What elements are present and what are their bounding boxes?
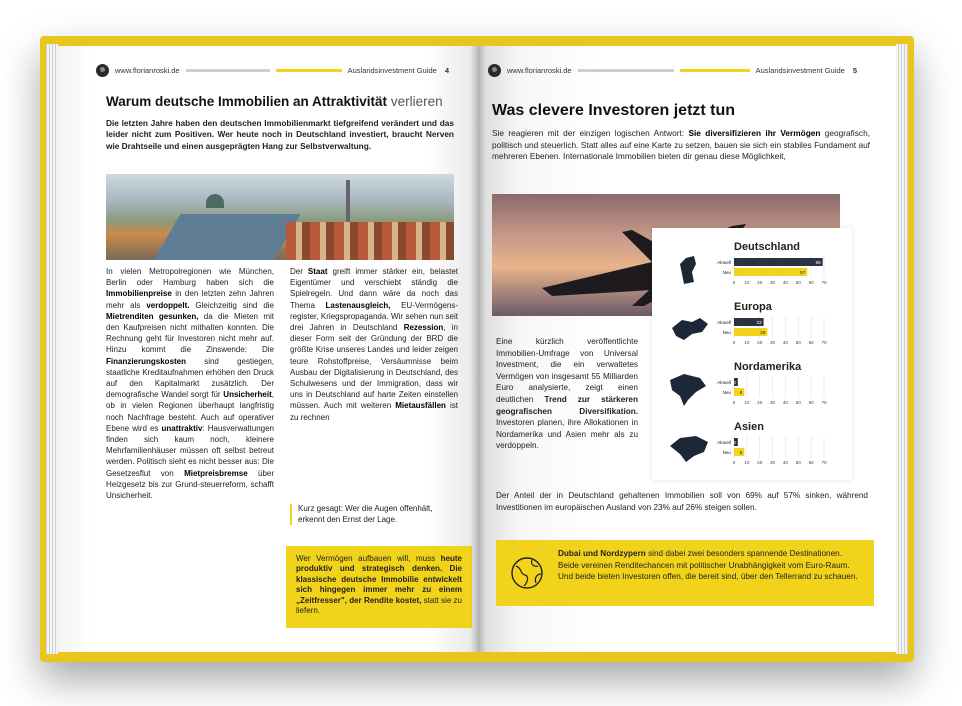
body-column-2 — [290, 266, 458, 423]
chart-data-label: 57 — [800, 270, 806, 275]
guide-title: Auslandsinvestment Guide — [347, 65, 437, 75]
allocation-chart — [652, 228, 852, 480]
chart-tick-label: 60 — [808, 400, 814, 405]
chart-tick-label: 10 — [744, 400, 750, 405]
header-divider — [186, 69, 270, 72]
text-run: , ob in vielen Regionen überhaupt langfristig noch Nachfrage besteht. Auch auf operativer Ebene wird es — [106, 390, 274, 433]
chart-region-label: Nordamerika — [734, 361, 802, 373]
bold-run: Immobilienpreise — [106, 289, 172, 299]
chart-data-label: 8 — [739, 390, 743, 395]
chart-data-label: 69 — [815, 260, 821, 265]
title-main: Warum deutsche Immobilien an Attraktivität — [106, 94, 388, 109]
text-run: Gleichzeitig sind die — [189, 300, 274, 310]
chart-tick-label: 70 — [821, 340, 827, 345]
chart-tick-label: 40 — [782, 400, 788, 405]
bold-run: Finanzierungskosten — [106, 356, 187, 366]
chart-row-label: Neu — [722, 450, 731, 455]
guide-title: Auslandsinvestment Guide — [755, 65, 845, 75]
chart-region-label: Europa — [734, 301, 772, 313]
page-header — [96, 62, 468, 78]
chart-row-label: Neu — [722, 270, 731, 275]
chart-row-label: Neu — [722, 330, 731, 335]
page-left — [58, 46, 478, 652]
chart-tick-label: 50 — [795, 280, 801, 285]
text-run: sind dabei zwei besonders spannende Destinationen. Beide vereinen Renditechancen mit politischer Unabhängigkeit vom Euro-Raum. Und beide bieten Investoren offen, die bereit sind, über den Tellerrand zu schauen. — [558, 549, 858, 582]
text-run: Sie reagieren mit der einzigen logischen Antwort: — [492, 128, 689, 138]
chart-tick-label: 60 — [808, 460, 814, 465]
chart-row-label: Aktuell — [717, 320, 731, 325]
bold-run: Mietausfällen — [395, 401, 446, 411]
callout-box — [496, 540, 874, 606]
bold-run: Sie diversifizieren ihr Vermögen — [688, 128, 821, 138]
text-run: Investoren planen, ihre Allokationen in Nordamerika und Asien mehr als zu verdoppeln. — [496, 418, 638, 451]
text-run: greift immer stärker ein, belastet Eigentümer und verschiebt ständig die Spielregeln. Und dann wäre da noch das Thema — [290, 267, 458, 310]
page-stack-right — [896, 44, 908, 654]
text-run: da die Mieten mit den Kaufpreisen nicht mithalten konnten. Die Rechnung geht für Investoren nicht mehr auf. Hinzu kommt die Zinswende: Die — [106, 311, 274, 355]
chart-region-label: Deutschland — [734, 241, 801, 253]
chart-tick-label: 60 — [808, 280, 814, 285]
chart-tick-label: 0 — [732, 280, 736, 285]
pull-quote: Kurz gesagt: Wer die Augen offenhält, erkennt den Ernst der Lage. — [290, 504, 458, 525]
chart-tick-label: 30 — [770, 400, 776, 405]
bold-run: Trend zur stärkeren geografischen Diversifikation. — [496, 394, 638, 416]
page-title — [106, 94, 466, 109]
chart-tick-label: 20 — [757, 340, 763, 345]
page-right — [478, 46, 896, 652]
chart-row-label: Aktuell — [717, 440, 731, 445]
chart-svg — [652, 228, 852, 480]
site-url[interactable]: www.florianroski.de — [115, 65, 180, 75]
survey-paragraph — [496, 336, 638, 452]
chart-tick-label: 30 — [770, 340, 776, 345]
chart-tick-label: 40 — [782, 340, 788, 345]
body-column-1 — [106, 266, 274, 501]
region-map-icon — [672, 318, 708, 340]
chart-row-label: Neu — [722, 390, 731, 395]
text-run: : Hausverwaltungen finden sich kaum noch, kleinere Mehrfamilienhäuser müssen oft selbst betreut werden. Politisch sieht es nicht besser aus: Die Gesetzesflut von — [106, 423, 274, 478]
header-accent-bar — [276, 69, 342, 72]
text-run: ist zu rechnen — [290, 401, 458, 422]
chart-data-label: 8 — [739, 450, 743, 455]
chart-tick-label: 0 — [732, 340, 736, 345]
chart-bar-neu — [734, 268, 807, 276]
book-spine-shadow — [470, 46, 486, 652]
header-divider — [578, 69, 674, 72]
chart-data-label: 3 — [733, 380, 736, 385]
bold-run: Staat — [307, 267, 328, 276]
chart-tick-label: 0 — [732, 400, 736, 405]
text-run: sind gestiegen, staatliche Kreditaufnahmen erhöhen den Druck auf den Kapitalmarkt zusätzlich. Der demografische Wandel sorgt für — [106, 356, 274, 400]
bold-run: unattraktiv — [161, 423, 203, 433]
chart-row-label: Aktuell — [717, 380, 731, 385]
page-title: Was clevere Investoren jetzt tun — [492, 102, 736, 119]
bold-run: Dubai und Nordzypern — [558, 549, 646, 558]
berlin-skyline-image — [106, 174, 454, 260]
text-run: statt sie zu liefern. — [296, 595, 462, 616]
page-number: 4 — [444, 65, 449, 75]
text-run: Wer Vermögen aufbauen will, muss — [296, 554, 441, 563]
text-run: Eine kürzlich veröffentlichte Immobilien-Umfrage von Universal Investment, die ein verwaltetes Vermögen von insgesamt 55 Milliarden Euro analysierte, zeigt einen deutlichen — [496, 337, 638, 404]
chart-row-label: Aktuell — [717, 260, 731, 265]
chart-tick-label: 30 — [770, 280, 776, 285]
text-run: EU-Vermögens-register, Kriegspropaganda. Wir sehen nun seit drei Jahren in Deutschland — [290, 300, 458, 333]
text-run: geografisch, politisch und steuerlich. Statt alles auf eine Karte zu setzen, bauen sie sich ein stabiles Fundament auf mehreren Ebenen. Internationale Immobilien bieten dir genau diese Möglichkeit, — [492, 128, 870, 162]
chart-tick-label: 0 — [732, 460, 736, 465]
bold-run: verdoppelt. — [146, 300, 190, 310]
globe-icon — [510, 556, 544, 590]
chart-tick-label: 40 — [782, 280, 788, 285]
bold-run: heute produktiv und strategisch denken. Die klassische deutsche Immobilie entwickelt sich hingegen immer mehr zu einem „Zeitfresser", — [296, 554, 462, 605]
chart-tick-label: 10 — [744, 280, 750, 285]
text-run: über Heizgesetz bis zur Grund-steuerreform, schafft Unsicherheit. — [106, 468, 275, 501]
chart-tick-label: 50 — [795, 400, 801, 405]
bold-run: Lastenausgleich, — [325, 300, 391, 310]
text-run: in den letzten zehn Jahren mehr als — [106, 289, 274, 310]
intro-paragraph — [492, 128, 870, 163]
bold-run: Unsicherheit — [223, 390, 272, 400]
page-number: 5 — [852, 65, 857, 75]
chart-data-label: 3 — [733, 440, 736, 445]
chart-tick-label: 50 — [795, 460, 801, 465]
text-run: In vielen Metropolregionen wie München, Berlin oder Hamburg haben sich die — [106, 267, 274, 288]
allocation-paragraph: Der Anteil der in Deutschland gehaltenen Immobilien soll von 69% auf 57% sinken, während Investitionen im europäischen Ausland von 23% auf 26% steigen sollen. — [496, 491, 868, 512]
chart-data-label: 26 — [760, 330, 766, 335]
bold-run: Rezession — [403, 323, 444, 333]
chart-tick-label: 20 — [757, 280, 763, 285]
text-run: Der — [290, 267, 308, 276]
chart-tick-label: 20 — [757, 460, 763, 465]
page-header — [488, 62, 864, 78]
chart-tick-label: 50 — [795, 340, 801, 345]
bold-run: der Rendite kostet, — [349, 595, 422, 605]
bold-run: Mietpreisbremse — [184, 468, 248, 478]
author-avatar-icon — [96, 64, 109, 77]
text-run: , in dieser Form seit der Gründung der BRD die größte Krise unseres Landes und leider zeigen teure Rohstoffpreise, Versäumnisse beim Ausbau der Digitalisierung in Deutschland, des Schulwesens und der Immigration, dass wir uns in Deutschland auf harte Zeiten einstellen müssen. Auch mit weiteren — [290, 323, 459, 411]
bold-run: Mietrenditen gesunken, — [106, 311, 199, 321]
chart-tick-label: 10 — [744, 340, 750, 345]
chart-tick-label: 30 — [770, 460, 776, 465]
chart-tick-label: 40 — [782, 460, 788, 465]
chart-tick-label: 60 — [808, 340, 814, 345]
callout-text — [558, 548, 862, 583]
chart-tick-label: 70 — [821, 280, 827, 285]
intro-paragraph: Die letzten Jahre haben den deutschen Immobilienmarkt tiefgreifend verändert und das leider nicht zum Positiven. Wer heute noch in Deutschland investiert, braucht Nerven wie Drahtseile und einen ausgeprägten Hang zur Selbstverwaltung. — [106, 118, 454, 151]
region-map-icon — [680, 256, 696, 284]
title-accent: verlieren — [390, 94, 443, 109]
chart-bar-aktuell — [734, 258, 823, 266]
callout-box — [286, 546, 472, 628]
author-avatar-icon — [488, 64, 501, 77]
header-accent-bar — [680, 69, 750, 72]
chart-tick-label: 70 — [821, 400, 827, 405]
chart-tick-label: 10 — [744, 460, 750, 465]
chart-region-label: Asien — [734, 421, 764, 433]
region-map-icon — [670, 436, 708, 462]
site-url[interactable]: www.florianroski.de — [507, 65, 572, 75]
region-map-icon — [670, 374, 706, 406]
page-stack-left — [46, 44, 58, 654]
chart-tick-label: 20 — [757, 400, 763, 405]
chart-data-label: 23 — [756, 320, 762, 325]
chart-tick-label: 70 — [821, 460, 827, 465]
